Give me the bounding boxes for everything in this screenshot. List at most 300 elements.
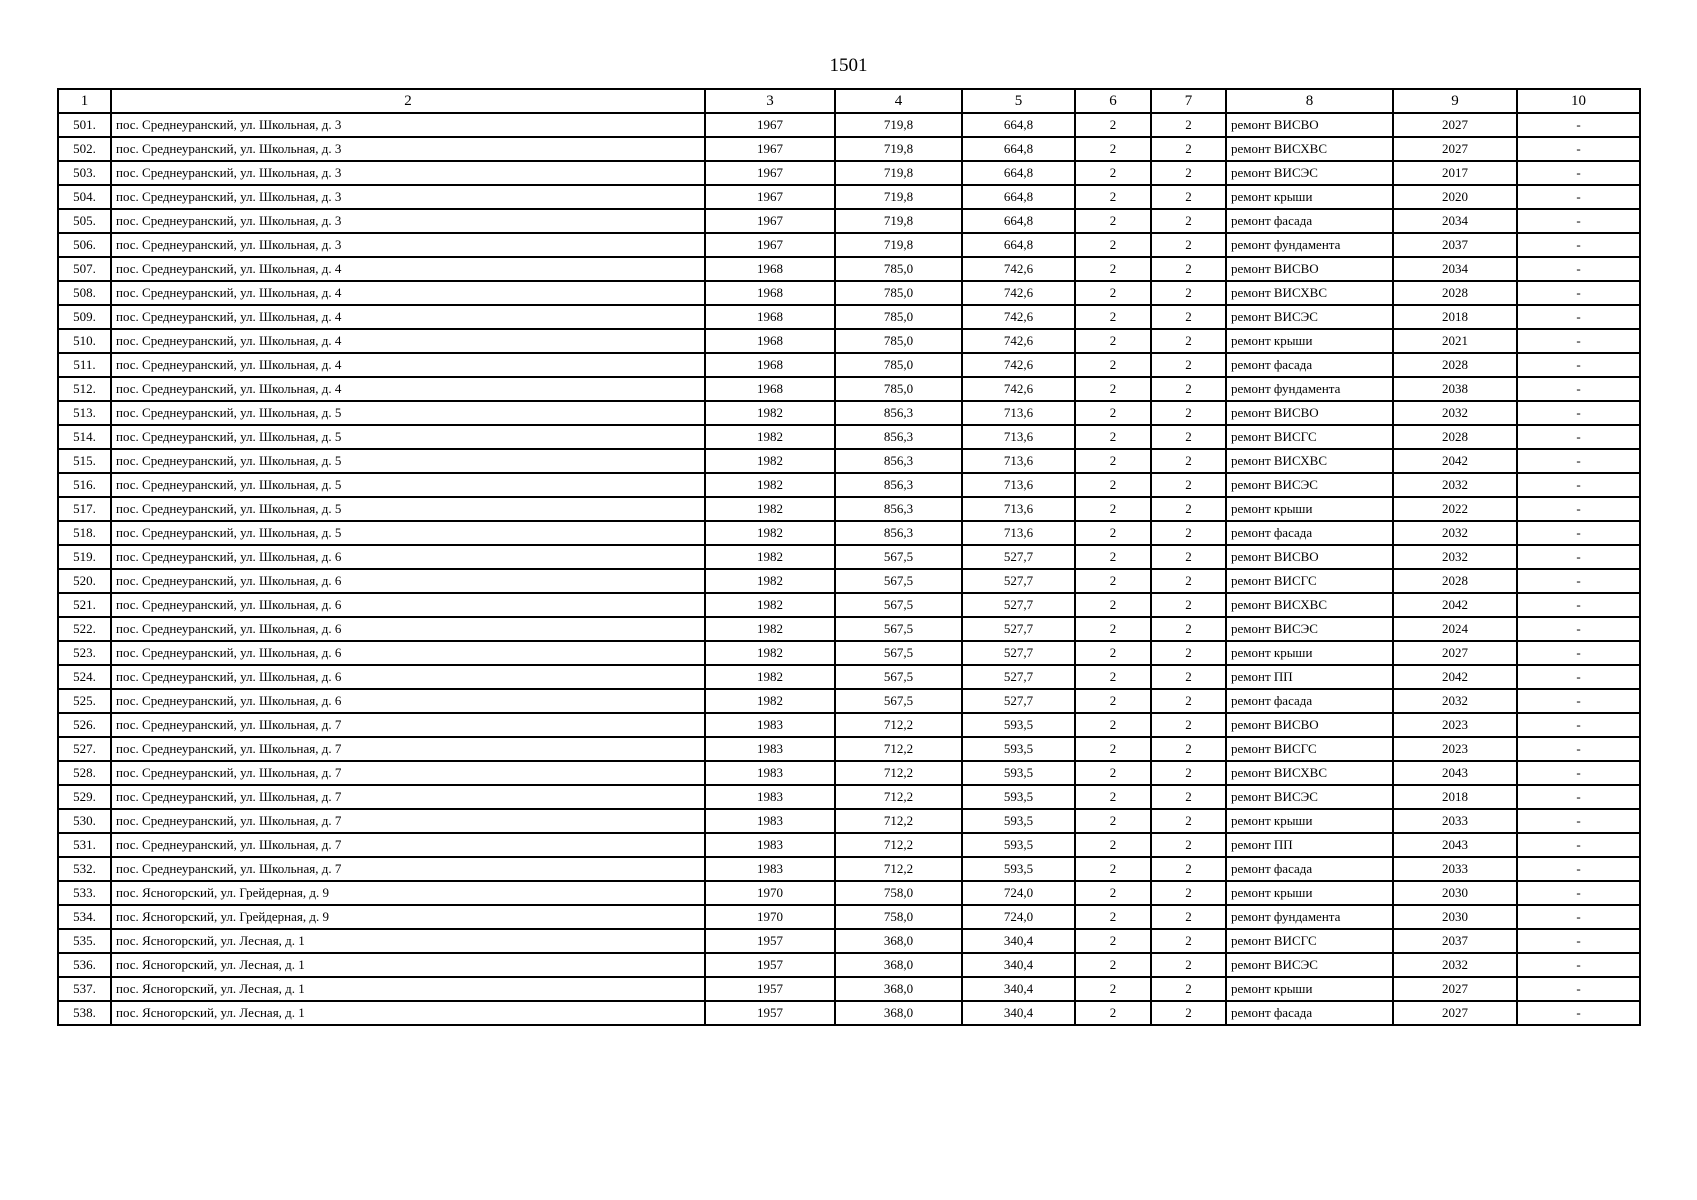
table-row	[58, 425, 1640, 449]
cell-note: -	[1517, 929, 1640, 953]
cell-year-built: 1968	[705, 305, 835, 329]
cell-total-area: 567,5	[835, 617, 962, 641]
cell-address: пос. Среднеуранский, ул. Школьная, д. 6	[111, 617, 705, 641]
cell-work-type: ремонт ПП	[1226, 833, 1393, 857]
cell-floors: 2	[1075, 449, 1151, 473]
cell-planned-year: 2042	[1393, 665, 1517, 689]
cell-row-number: 508.	[58, 281, 111, 305]
cell-row-number: 505.	[58, 209, 111, 233]
cell-work-type: ремонт ВИСЭС	[1226, 161, 1393, 185]
cell-entrances: 2	[1151, 449, 1226, 473]
cell-work-type: ремонт ПП	[1226, 665, 1393, 689]
cell-address: пос. Среднеуранский, ул. Школьная, д. 3	[111, 113, 705, 137]
cell-year-built: 1982	[705, 545, 835, 569]
cell-floors: 2	[1075, 617, 1151, 641]
cell-work-type: ремонт ВИСВО	[1226, 713, 1393, 737]
cell-year-built: 1982	[705, 521, 835, 545]
cell-year-built: 1982	[705, 689, 835, 713]
cell-year-built: 1982	[705, 569, 835, 593]
cell-address: пос. Среднеуранский, ул. Школьная, д. 4	[111, 329, 705, 353]
cell-year-built: 1957	[705, 1001, 835, 1025]
table-row	[58, 857, 1640, 881]
column-header-7: 7	[1151, 89, 1226, 113]
cell-row-number: 536.	[58, 953, 111, 977]
cell-year-built: 1982	[705, 473, 835, 497]
cell-address: пос. Среднеуранский, ул. Школьная, д. 7	[111, 833, 705, 857]
table-row	[58, 497, 1640, 521]
table-row	[58, 473, 1640, 497]
table-row	[58, 209, 1640, 233]
cell-planned-year: 2032	[1393, 401, 1517, 425]
cell-planned-year: 2042	[1393, 449, 1517, 473]
cell-year-built: 1982	[705, 617, 835, 641]
cell-work-type: ремонт крыши	[1226, 881, 1393, 905]
cell-work-type: ремонт фасада	[1226, 857, 1393, 881]
cell-address: пос. Среднеуранский, ул. Школьная, д. 7	[111, 809, 705, 833]
table-row	[58, 809, 1640, 833]
cell-planned-year: 2021	[1393, 329, 1517, 353]
cell-planned-year: 2017	[1393, 161, 1517, 185]
cell-living-area: 664,8	[962, 137, 1075, 161]
cell-entrances: 2	[1151, 113, 1226, 137]
cell-planned-year: 2027	[1393, 137, 1517, 161]
cell-total-area: 785,0	[835, 305, 962, 329]
cell-address: пос. Среднеуранский, ул. Школьная, д. 6	[111, 665, 705, 689]
cell-note: -	[1517, 233, 1640, 257]
table-row	[58, 137, 1640, 161]
cell-entrances: 2	[1151, 737, 1226, 761]
cell-address: пос. Среднеуранский, ул. Школьная, д. 4	[111, 281, 705, 305]
cell-living-area: 340,4	[962, 977, 1075, 1001]
table-row	[58, 233, 1640, 257]
cell-living-area: 527,7	[962, 689, 1075, 713]
cell-entrances: 2	[1151, 953, 1226, 977]
cell-total-area: 567,5	[835, 689, 962, 713]
cell-total-area: 856,3	[835, 497, 962, 521]
cell-living-area: 713,6	[962, 425, 1075, 449]
table-row	[58, 353, 1640, 377]
cell-floors: 2	[1075, 209, 1151, 233]
cell-year-built: 1968	[705, 329, 835, 353]
cell-total-area: 785,0	[835, 353, 962, 377]
cell-entrances: 2	[1151, 185, 1226, 209]
cell-work-type: ремонт крыши	[1226, 641, 1393, 665]
cell-address: пос. Среднеуранский, ул. Школьная, д. 6	[111, 689, 705, 713]
cell-address: пос. Среднеуранский, ул. Школьная, д. 5	[111, 449, 705, 473]
cell-total-area: 712,2	[835, 857, 962, 881]
cell-planned-year: 2024	[1393, 617, 1517, 641]
column-header-2: 2	[111, 89, 705, 113]
cell-entrances: 2	[1151, 785, 1226, 809]
cell-living-area: 713,6	[962, 449, 1075, 473]
cell-living-area: 664,8	[962, 209, 1075, 233]
cell-floors: 2	[1075, 377, 1151, 401]
cell-note: -	[1517, 833, 1640, 857]
cell-living-area: 664,8	[962, 185, 1075, 209]
cell-planned-year: 2032	[1393, 689, 1517, 713]
column-header-1: 1	[58, 89, 111, 113]
cell-work-type: ремонт ВИСГС	[1226, 929, 1393, 953]
cell-note: -	[1517, 209, 1640, 233]
cell-note: -	[1517, 977, 1640, 1001]
table-row	[58, 593, 1640, 617]
cell-note: -	[1517, 689, 1640, 713]
cell-total-area: 567,5	[835, 545, 962, 569]
cell-year-built: 1968	[705, 281, 835, 305]
cell-note: -	[1517, 761, 1640, 785]
cell-living-area: 593,5	[962, 737, 1075, 761]
cell-entrances: 2	[1151, 689, 1226, 713]
cell-living-area: 593,5	[962, 785, 1075, 809]
table-row	[58, 833, 1640, 857]
cell-row-number: 509.	[58, 305, 111, 329]
cell-year-built: 1982	[705, 593, 835, 617]
cell-work-type: ремонт ВИСЭС	[1226, 785, 1393, 809]
cell-entrances: 2	[1151, 161, 1226, 185]
cell-entrances: 2	[1151, 665, 1226, 689]
cell-row-number: 511.	[58, 353, 111, 377]
cell-floors: 2	[1075, 257, 1151, 281]
table-row	[58, 449, 1640, 473]
cell-year-built: 1982	[705, 641, 835, 665]
cell-row-number: 534.	[58, 905, 111, 929]
cell-work-type: ремонт ВИСЭС	[1226, 953, 1393, 977]
cell-row-number: 521.	[58, 593, 111, 617]
cell-note: -	[1517, 641, 1640, 665]
cell-floors: 2	[1075, 233, 1151, 257]
cell-total-area: 567,5	[835, 569, 962, 593]
cell-note: -	[1517, 497, 1640, 521]
cell-living-area: 527,7	[962, 593, 1075, 617]
cell-planned-year: 2030	[1393, 905, 1517, 929]
cell-work-type: ремонт ВИСЭС	[1226, 617, 1393, 641]
cell-work-type: ремонт фундамента	[1226, 233, 1393, 257]
cell-living-area: 664,8	[962, 161, 1075, 185]
cell-note: -	[1517, 281, 1640, 305]
cell-work-type: ремонт фундамента	[1226, 377, 1393, 401]
table-row	[58, 329, 1640, 353]
table-row	[58, 161, 1640, 185]
table-row	[58, 377, 1640, 401]
cell-year-built: 1957	[705, 977, 835, 1001]
cell-row-number: 510.	[58, 329, 111, 353]
cell-work-type: ремонт крыши	[1226, 185, 1393, 209]
cell-total-area: 712,2	[835, 737, 962, 761]
cell-address: пос. Среднеуранский, ул. Школьная, д. 4	[111, 305, 705, 329]
cell-total-area: 567,5	[835, 641, 962, 665]
cell-year-built: 1967	[705, 161, 835, 185]
cell-living-area: 724,0	[962, 905, 1075, 929]
cell-note: -	[1517, 185, 1640, 209]
cell-total-area: 856,3	[835, 521, 962, 545]
cell-planned-year: 2028	[1393, 425, 1517, 449]
cell-floors: 2	[1075, 113, 1151, 137]
cell-address: пос. Среднеуранский, ул. Школьная, д. 6	[111, 593, 705, 617]
table-row	[58, 665, 1640, 689]
cell-total-area: 785,0	[835, 257, 962, 281]
cell-floors: 2	[1075, 161, 1151, 185]
cell-living-area: 742,6	[962, 305, 1075, 329]
cell-work-type: ремонт ВИСХВС	[1226, 761, 1393, 785]
cell-row-number: 503.	[58, 161, 111, 185]
cell-address: пос. Среднеуранский, ул. Школьная, д. 3	[111, 161, 705, 185]
cell-address: пос. Среднеуранский, ул. Школьная, д. 5	[111, 521, 705, 545]
cell-year-built: 1957	[705, 929, 835, 953]
cell-address: пос. Ясногорский, ул. Грейдерная, д. 9	[111, 905, 705, 929]
cell-entrances: 2	[1151, 1001, 1226, 1025]
cell-total-area: 719,8	[835, 113, 962, 137]
table-row	[58, 785, 1640, 809]
cell-year-built: 1983	[705, 809, 835, 833]
cell-entrances: 2	[1151, 857, 1226, 881]
cell-total-area: 719,8	[835, 161, 962, 185]
cell-total-area: 719,8	[835, 137, 962, 161]
cell-note: -	[1517, 377, 1640, 401]
cell-planned-year: 2034	[1393, 257, 1517, 281]
page-number: 1501	[829, 55, 868, 76]
cell-row-number: 527.	[58, 737, 111, 761]
cell-living-area: 742,6	[962, 257, 1075, 281]
cell-note: -	[1517, 305, 1640, 329]
cell-address: пос. Среднеуранский, ул. Школьная, д. 5	[111, 497, 705, 521]
cell-work-type: ремонт фасада	[1226, 1001, 1393, 1025]
cell-living-area: 713,6	[962, 521, 1075, 545]
cell-year-built: 1968	[705, 353, 835, 377]
cell-year-built: 1982	[705, 401, 835, 425]
cell-floors: 2	[1075, 785, 1151, 809]
cell-note: -	[1517, 401, 1640, 425]
cell-year-built: 1983	[705, 713, 835, 737]
cell-note: -	[1517, 881, 1640, 905]
cell-address: пос. Среднеуранский, ул. Школьная, д. 4	[111, 353, 705, 377]
cell-note: -	[1517, 953, 1640, 977]
cell-floors: 2	[1075, 305, 1151, 329]
cell-address: пос. Среднеуранский, ул. Школьная, д. 7	[111, 737, 705, 761]
cell-living-area: 742,6	[962, 329, 1075, 353]
cell-row-number: 501.	[58, 113, 111, 137]
cell-living-area: 340,4	[962, 1001, 1075, 1025]
cell-floors: 2	[1075, 329, 1151, 353]
cell-total-area: 719,8	[835, 233, 962, 257]
cell-entrances: 2	[1151, 545, 1226, 569]
cell-year-built: 1967	[705, 113, 835, 137]
table-row	[58, 401, 1640, 425]
cell-year-built: 1968	[705, 257, 835, 281]
cell-living-area: 593,5	[962, 833, 1075, 857]
cell-total-area: 712,2	[835, 761, 962, 785]
cell-total-area: 567,5	[835, 593, 962, 617]
cell-planned-year: 2018	[1393, 785, 1517, 809]
cell-year-built: 1967	[705, 137, 835, 161]
cell-floors: 2	[1075, 281, 1151, 305]
cell-address: пос. Среднеуранский, ул. Школьная, д. 6	[111, 569, 705, 593]
cell-row-number: 522.	[58, 617, 111, 641]
cell-row-number: 512.	[58, 377, 111, 401]
cell-floors: 2	[1075, 713, 1151, 737]
cell-living-area: 527,7	[962, 569, 1075, 593]
cell-floors: 2	[1075, 185, 1151, 209]
cell-planned-year: 2043	[1393, 833, 1517, 857]
table-row	[58, 953, 1640, 977]
cell-planned-year: 2038	[1393, 377, 1517, 401]
cell-address: пос. Ясногорский, ул. Лесная, д. 1	[111, 977, 705, 1001]
table-row	[58, 113, 1640, 137]
cell-address: пос. Среднеуранский, ул. Школьная, д. 3	[111, 137, 705, 161]
cell-work-type: ремонт ВИСЭС	[1226, 473, 1393, 497]
cell-floors: 2	[1075, 809, 1151, 833]
cell-living-area: 527,7	[962, 545, 1075, 569]
column-header-10: 10	[1517, 89, 1640, 113]
cell-floors: 2	[1075, 641, 1151, 665]
cell-address: пос. Среднеуранский, ул. Школьная, д. 6	[111, 545, 705, 569]
cell-planned-year: 2027	[1393, 113, 1517, 137]
cell-row-number: 506.	[58, 233, 111, 257]
table-row	[58, 881, 1640, 905]
cell-entrances: 2	[1151, 497, 1226, 521]
cell-work-type: ремонт фасада	[1226, 521, 1393, 545]
column-header-4: 4	[835, 89, 962, 113]
cell-floors: 2	[1075, 953, 1151, 977]
cell-note: -	[1517, 257, 1640, 281]
cell-living-area: 340,4	[962, 929, 1075, 953]
cell-planned-year: 2033	[1393, 809, 1517, 833]
cell-row-number: 518.	[58, 521, 111, 545]
cell-address: пос. Ясногорский, ул. Лесная, д. 1	[111, 1001, 705, 1025]
cell-year-built: 1983	[705, 761, 835, 785]
cell-work-type: ремонт ВИСВО	[1226, 113, 1393, 137]
cell-entrances: 2	[1151, 425, 1226, 449]
cell-living-area: 664,8	[962, 113, 1075, 137]
cell-address: пос. Ясногорский, ул. Лесная, д. 1	[111, 953, 705, 977]
cell-living-area: 742,6	[962, 353, 1075, 377]
cell-year-built: 1982	[705, 425, 835, 449]
table-row	[58, 281, 1640, 305]
cell-entrances: 2	[1151, 329, 1226, 353]
column-header-9: 9	[1393, 89, 1517, 113]
cell-note: -	[1517, 617, 1640, 641]
table-body	[58, 113, 1640, 1025]
cell-work-type: ремонт крыши	[1226, 329, 1393, 353]
cell-total-area: 368,0	[835, 977, 962, 1001]
cell-floors: 2	[1075, 425, 1151, 449]
cell-total-area: 712,2	[835, 833, 962, 857]
cell-address: пос. Среднеуранский, ул. Школьная, д. 5	[111, 425, 705, 449]
cell-work-type: ремонт ВИСГС	[1226, 425, 1393, 449]
cell-planned-year: 2022	[1393, 497, 1517, 521]
cell-planned-year: 2027	[1393, 1001, 1517, 1025]
cell-entrances: 2	[1151, 209, 1226, 233]
cell-living-area: 713,6	[962, 473, 1075, 497]
cell-note: -	[1517, 809, 1640, 833]
cell-total-area: 856,3	[835, 401, 962, 425]
cell-year-built: 1957	[705, 953, 835, 977]
cell-entrances: 2	[1151, 641, 1226, 665]
cell-year-built: 1968	[705, 377, 835, 401]
cell-row-number: 513.	[58, 401, 111, 425]
cell-entrances: 2	[1151, 833, 1226, 857]
cell-planned-year: 2037	[1393, 233, 1517, 257]
cell-note: -	[1517, 905, 1640, 929]
cell-address: пос. Среднеуранский, ул. Школьная, д. 4	[111, 257, 705, 281]
cell-floors: 2	[1075, 665, 1151, 689]
cell-year-built: 1983	[705, 785, 835, 809]
table-row	[58, 257, 1640, 281]
cell-floors: 2	[1075, 761, 1151, 785]
cell-floors: 2	[1075, 569, 1151, 593]
cell-planned-year: 2037	[1393, 929, 1517, 953]
cell-work-type: ремонт ВИСВО	[1226, 545, 1393, 569]
cell-entrances: 2	[1151, 281, 1226, 305]
cell-note: -	[1517, 665, 1640, 689]
cell-living-area: 527,7	[962, 641, 1075, 665]
cell-row-number: 515.	[58, 449, 111, 473]
cell-entrances: 2	[1151, 713, 1226, 737]
cell-planned-year: 2028	[1393, 569, 1517, 593]
cell-floors: 2	[1075, 881, 1151, 905]
table-row	[58, 521, 1640, 545]
cell-address: пос. Среднеуранский, ул. Школьная, д. 3	[111, 185, 705, 209]
cell-work-type: ремонт крыши	[1226, 977, 1393, 1001]
cell-planned-year: 2028	[1393, 353, 1517, 377]
cell-total-area: 712,2	[835, 785, 962, 809]
cell-work-type: ремонт ВИСХВС	[1226, 593, 1393, 617]
cell-row-number: 528.	[58, 761, 111, 785]
cell-address: пос. Среднеуранский, ул. Школьная, д. 5	[111, 473, 705, 497]
cell-total-area: 368,0	[835, 1001, 962, 1025]
cell-entrances: 2	[1151, 617, 1226, 641]
cell-planned-year: 2032	[1393, 473, 1517, 497]
cell-note: -	[1517, 713, 1640, 737]
cell-living-area: 713,6	[962, 497, 1075, 521]
cell-total-area: 368,0	[835, 929, 962, 953]
cell-note: -	[1517, 521, 1640, 545]
cell-address: пос. Среднеуранский, ул. Школьная, д. 3	[111, 233, 705, 257]
cell-entrances: 2	[1151, 353, 1226, 377]
cell-year-built: 1970	[705, 881, 835, 905]
cell-year-built: 1982	[705, 449, 835, 473]
cell-year-built: 1983	[705, 857, 835, 881]
cell-row-number: 507.	[58, 257, 111, 281]
cell-entrances: 2	[1151, 569, 1226, 593]
cell-row-number: 538.	[58, 1001, 111, 1025]
cell-note: -	[1517, 137, 1640, 161]
cell-floors: 2	[1075, 833, 1151, 857]
cell-row-number: 516.	[58, 473, 111, 497]
cell-row-number: 533.	[58, 881, 111, 905]
cell-row-number: 526.	[58, 713, 111, 737]
cell-entrances: 2	[1151, 809, 1226, 833]
cell-floors: 2	[1075, 497, 1151, 521]
cell-note: -	[1517, 161, 1640, 185]
cell-work-type: ремонт ВИСГС	[1226, 569, 1393, 593]
column-header-6: 6	[1075, 89, 1151, 113]
repair-schedule-table	[57, 88, 1641, 1026]
cell-row-number: 530.	[58, 809, 111, 833]
cell-row-number: 523.	[58, 641, 111, 665]
cell-row-number: 502.	[58, 137, 111, 161]
table-row	[58, 545, 1640, 569]
cell-work-type: ремонт фасада	[1226, 209, 1393, 233]
cell-work-type: ремонт фасада	[1226, 689, 1393, 713]
cell-entrances: 2	[1151, 761, 1226, 785]
cell-entrances: 2	[1151, 929, 1226, 953]
cell-note: -	[1517, 425, 1640, 449]
cell-address: пос. Среднеуранский, ул. Школьная, д. 7	[111, 713, 705, 737]
cell-note: -	[1517, 113, 1640, 137]
cell-note: -	[1517, 545, 1640, 569]
cell-row-number: 537.	[58, 977, 111, 1001]
cell-floors: 2	[1075, 905, 1151, 929]
